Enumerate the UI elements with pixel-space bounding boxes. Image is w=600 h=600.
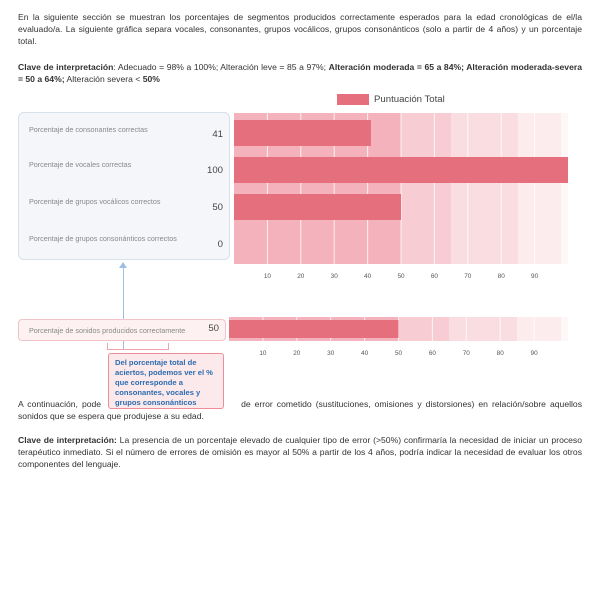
callout-note: Del porcentaje total de aciertos, podemos ver el % que corresponde a consonantes, vocales y grupos consonánticos [108, 353, 224, 409]
category-value-consonantes: 41 [212, 129, 223, 140]
category-label-vocales: Porcentaje de vocales correctas [29, 160, 132, 169]
chart1-tick-label-7: 80 [496, 350, 504, 357]
chart1-tick-label-2: 30 [327, 350, 335, 357]
chart0-tick-label-2: 30 [330, 273, 338, 280]
category-label-grupos-vocalicos: Porcentaje de grupos vocálicos correctos [29, 197, 161, 206]
chart0-tick-label-4: 50 [397, 273, 405, 280]
chart1-tick-label-3: 40 [361, 350, 369, 357]
chart0-tick-label-6: 70 [464, 273, 472, 280]
category-value-sonidos: 50 [208, 323, 219, 334]
chart1-band-1 [399, 317, 450, 341]
chart0-tick-label-5: 60 [430, 273, 438, 280]
continuation-paragraph [18, 399, 582, 423]
key1-part-d: 50% [142, 73, 160, 84]
chart1-band-3 [517, 317, 561, 341]
chart0-tick-label-3: 40 [364, 273, 372, 280]
chart0-band-1 [401, 113, 451, 264]
chart0-band-3 [518, 113, 561, 264]
key1-part-b: Alteración moderada = 65 a 84%; Alteración moderada-severa = 50 a 64%; [18, 62, 582, 84]
chart1-tick-label-6: 70 [462, 350, 470, 357]
chart0-tick-label-7: 80 [497, 273, 505, 280]
category-value-grupos-vocalicos: 50 [212, 202, 223, 213]
chart0-bar-2 [234, 194, 401, 220]
chart1-band-4 [561, 317, 568, 341]
callout-bracket [107, 343, 169, 350]
interpretation-key-2 [18, 435, 582, 470]
key1-part-a: : Adecuado = 98% a 100%; Alteración leve = 85 a 97%; [113, 62, 329, 72]
chart0-bar-1 [234, 157, 568, 183]
key1-title: Clave de interpretación [18, 62, 114, 72]
chart1-tick-label-8: 90 [530, 350, 538, 357]
intro-paragraph: En la siguiente sección se muestran los porcentajes de segmentos producidos correctamente esperados para la edad cronológicas de el/la evaluado/a. La siguiente gráfica separa vocales, consonantes, grupos vocálicos, grupos consonánticos (solo a partir de 4 años) y un porcentaje total. [18, 12, 582, 46]
chart1-tick-label-0: 10 [259, 350, 267, 357]
category-label-sonidos: Porcentaje de sonidos producidos correctamente [29, 326, 186, 335]
chart0-bar-0 [234, 120, 371, 146]
chart1-tick-label-1: 20 [293, 350, 301, 357]
legend-label: Puntuación Total [374, 94, 445, 105]
total-label-panel [18, 319, 226, 341]
category-label-grupos-consonanticos: Porcentaje de grupos consonánticos correctos [29, 234, 177, 243]
category-value-grupos-consonanticos: 0 [217, 239, 223, 250]
para2-start: A continuación, pode [18, 399, 102, 409]
category-value-vocales: 100 [206, 165, 223, 176]
para2-end: de error cometido (sustituciones, omisiones y distorsiones) en relación/sobre aquellos sonidos que se espera que produjese a su edad. [18, 399, 582, 421]
chart1-tick-label-5: 60 [428, 350, 436, 357]
chart0-band-2 [451, 113, 518, 264]
chart0-tick-label-8: 90 [531, 273, 539, 280]
key2-title: Clave de interpretación: [18, 435, 117, 445]
key1-part-c: Alteración severa < [64, 73, 143, 84]
key2-text: La presencia de un porcentaje elevado de cualquier tipo de error (>50%) confirmaría la necesidad de iniciar un proceso terapéutico inmediato. Si el número de errores de omisión es mayor al 50% a partir de los 4 años, podría indicar la necesidad de evaluar los otros componentes del lenguaje. [18, 435, 582, 469]
chart0-tick-label-1: 20 [297, 273, 305, 280]
chart1-tick-label-4: 50 [394, 350, 403, 357]
category-label-consonantes: Porcentaje de consonantes correctas [29, 125, 148, 134]
chart0-band-4 [561, 113, 568, 264]
chart1-bar-0 [229, 320, 399, 338]
chart1-band-2 [449, 317, 517, 341]
chart0-tick-label-0: 10 [263, 273, 271, 280]
